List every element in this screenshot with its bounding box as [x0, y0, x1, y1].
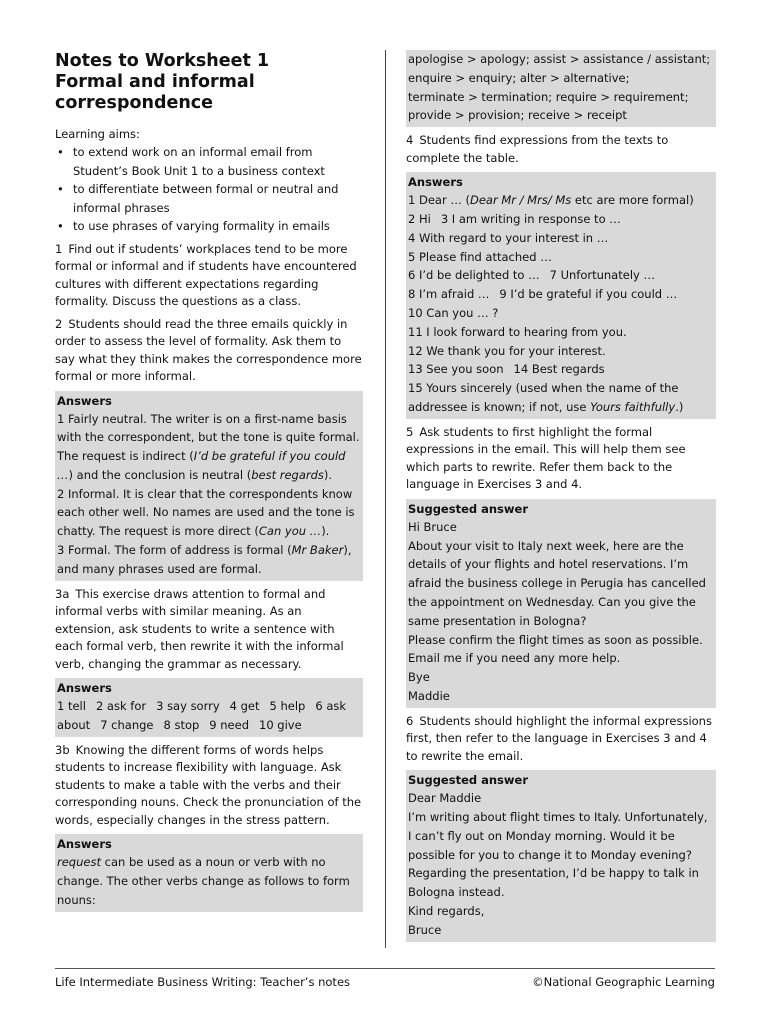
- answer-4-line: 1 Dear … (Dear Mr / Mrs/ Ms etc are more formal): [408, 193, 694, 208]
- answers-heading: Answers: [57, 393, 112, 408]
- page-title: [55, 51, 363, 114]
- answer-4-line: 15 Yours sincerely (used when the name of the: [408, 381, 679, 396]
- answer-2-3: 3 Formal. The form of address is formal (Mr Baker), and many phrases used are formal.: [57, 543, 352, 576]
- learning-aims-list: [55, 143, 363, 236]
- title-line-2: Formal and informal: [55, 72, 255, 92]
- answer-4-line: addressee is known; if not, use Yours faithfully.): [408, 399, 684, 414]
- title-line-1: Notes to Worksheet 1: [55, 51, 270, 71]
- email-line: Bruce: [408, 922, 442, 937]
- email-line: Dear Maddie: [408, 791, 482, 806]
- answers-box-4: [406, 172, 716, 419]
- answer-4-line: 6 I’d be delighted to … 7 Unfortunately …: [408, 268, 655, 283]
- bullet-icon: •: [57, 145, 64, 159]
- exercise-3b-note: 3b Knowing the different forms of words helps students to increase flexibility with language. Ask students to make a table with the verbs and their corresponding nouns. Check the pronunciation of the words, especially changes in the stress pattern.: [55, 742, 362, 827]
- learning-aims-label: Learning aims:: [55, 127, 140, 141]
- left-column: [55, 50, 363, 917]
- aim-item: • to extend work on an informal email from: [55, 143, 363, 162]
- answers-box-3b-continued: [406, 50, 716, 127]
- answer-3a-line-1: 1 tell 2 ask for 3 say sorry 4 get 5 help 6 ask: [57, 699, 347, 714]
- exercise-5-note: 5 Ask students to first highlight the formal expressions in the email. This will help them see which parts to rewrite. Refer them back to the language in Exercises 3 and 4.: [406, 424, 686, 492]
- exercise-2-note: 2 Students should read the three emails quickly in order to assess the level of formality. Ask them to say what they think makes the correspondence more formal or more informal.: [55, 316, 362, 383]
- word-forms-line: apologise > apology; assist > assistance / assistant;: [408, 52, 711, 66]
- footer-left: Life Intermediate Business Writing: Teacher’s notes: [55, 975, 351, 989]
- answer-2-1: 1 Fairly neutral. The writer is on a first-name basis with the correspondent, but the tone is quite formal. The request is indirect (I’d be grateful if you could …) and the conclusion is neutral (best regards).: [57, 411, 360, 482]
- answer-4-line: 5 Please find attached …: [408, 249, 552, 264]
- answers-box-3a: [55, 678, 363, 737]
- aim-item: • to differentiate between formal or neutral and: [55, 180, 363, 199]
- answers-box-2: [55, 391, 363, 581]
- email-line: About your visit to Italy next week, here are the details of your flights and hotel reservations. I’m afraid the business college in Perugia has cancelled the appointment on Wednesday. Can you give the same presentation in Bologna?: [408, 538, 706, 628]
- aim-item: • to use phrases of varying formality in emails: [55, 217, 363, 236]
- answer-2-2: 2 Informal. It is clear that the correspondents know each other well. No names are used and the tone is chatty. The request is more direct (Can you …).: [57, 486, 355, 539]
- footer-right: ©National Geographic Learning: [532, 975, 715, 989]
- exercise-1-note: 1 Find out if students’ workplaces tend to be more formal or informal and if students have encountered cultures with different expectations regarding formality. Discuss the questions as a class.: [55, 241, 357, 308]
- suggested-answer-box-5: [406, 499, 716, 708]
- title-line-3: correspondence: [55, 93, 214, 113]
- answer-4-line: 10 Can you … ?: [408, 305, 499, 320]
- email-line: Kind regards,: [408, 904, 485, 918]
- bullet-icon: •: [57, 219, 64, 233]
- exercise-6-note: 6 Students should highlight the informal expressions first, then refer to the language in Exercises 3 and 4 to rewrite the email.: [406, 713, 712, 763]
- word-forms-line: provide > provision; receive > receipt: [408, 108, 627, 123]
- email-line: I’m writing about flight times to Italy. Unfortunately, I can’t fly out on Monday morning. Would it be possible for you to change it to Monday evening? Regarding the presentation, I’d be happy to talk in Bologna instead.: [408, 810, 708, 900]
- answer-4-line: 13 See you soon 14 Best regards: [408, 362, 605, 377]
- answer-4-line: 12 We thank you for your interest.: [408, 343, 606, 358]
- suggested-answer-box-6: [406, 770, 716, 941]
- answers-heading: Answers: [408, 175, 463, 190]
- bullet-icon: •: [57, 182, 64, 196]
- answer-3b-text: request can be used as a noun or verb with no change. The other verbs change as follows to form nouns:: [57, 855, 350, 907]
- suggested-answer-heading: Suggested answer: [408, 773, 528, 788]
- answer-3a-line-2: about 7 change 8 stop 9 need 10 give: [57, 717, 302, 732]
- answer-4-line: 4 With regard to your interest in …: [408, 230, 609, 245]
- aim-item: Student’s Book Unit 1 to a business context: [73, 163, 325, 178]
- word-forms-line: terminate > termination; require > requirement;: [408, 89, 689, 104]
- column-divider: [385, 50, 386, 948]
- exercise-4-note: 4 Students find expressions from the texts to complete the table.: [406, 133, 669, 165]
- aim-item: informal phrases: [73, 200, 170, 215]
- page-footer: [55, 968, 715, 990]
- word-forms-line: enquire > enquiry; alter > alternative;: [408, 70, 630, 85]
- email-line: Please confirm the flight times as soon as possible.: [408, 632, 703, 647]
- answer-4-line: 8 I’m afraid … 9 I’d be grateful if you could …: [408, 287, 678, 302]
- email-line: Email me if you need any more help.: [408, 651, 621, 666]
- answers-box-3b: [55, 834, 363, 911]
- right-column: [406, 50, 716, 947]
- email-line: Maddie: [408, 688, 450, 703]
- email-line: Hi Bruce: [408, 519, 457, 534]
- answers-heading: Answers: [57, 681, 112, 696]
- suggested-answer-heading: Suggested answer: [408, 501, 528, 516]
- answer-4-line: 2 Hi 3 I am writing in response to …: [408, 211, 621, 226]
- answers-heading: Answers: [57, 837, 112, 852]
- email-line: Bye: [408, 670, 430, 685]
- answer-4-line: 11 I look forward to hearing from you.: [408, 324, 627, 339]
- exercise-3a-note: 3a This exercise draws attention to formal and informal verbs with similar meaning. As an extension, ask students to write a sentence with each formal verb, then rewrite it with the informal verb, changing the grammar as necessary.: [55, 586, 344, 671]
